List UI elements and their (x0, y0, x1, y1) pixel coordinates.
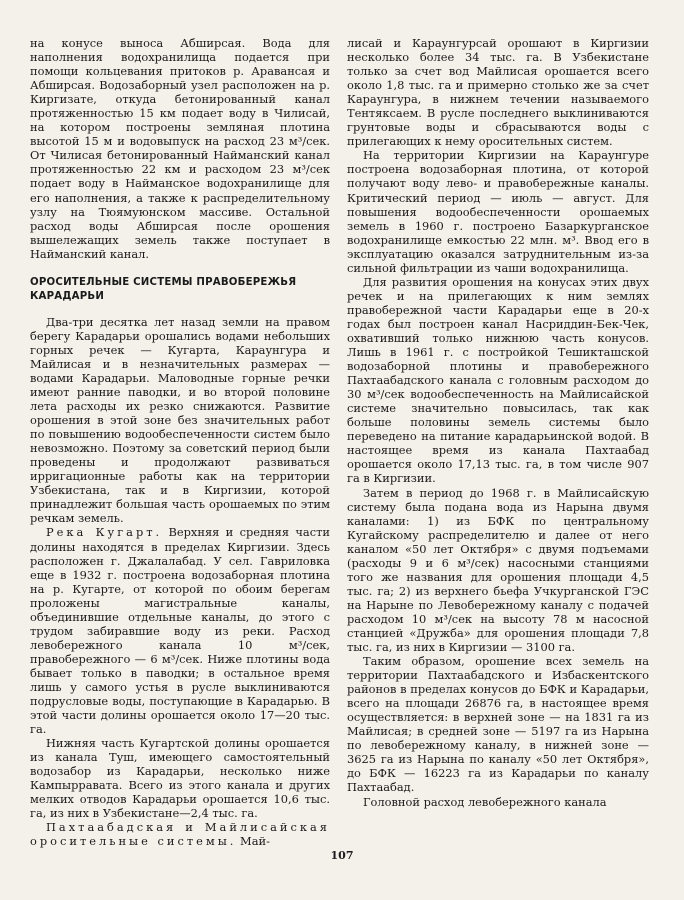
section-heading: ОРОСИТЕЛЬНЫЕ СИСТЕМЫ ПРАВОБЕРЕЖЬЯ КАРАДАРЬИ (30, 276, 297, 302)
kugart-lead: Река Кугарт. (46, 525, 163, 540)
left-paragraph-3 (30, 525, 330, 736)
left-column (30, 36, 330, 849)
left-paragraph-2: Два-три десятка лет назад земли на правом берегу Карадарьи орошались водами небольших горных речек — Кугарта, Караунгура и Майлисая и в незначительных размерах — водами Карадарьи. Маловодные горные речки имеют ранние паводки, и во второй половине лета расходы их резко снижаются. Развитие орошения в этой зоне без значительных работ по повышению водообеспеченности систем было невозможно. Поэтому за советский период были проведены и продолжают развиваться ирригационные работы как на территории Узбекистана, так и в Киргизии, которой принадлежит большая часть орошаемых по этим речкам земель. (30, 314, 330, 526)
right-column (347, 36, 649, 809)
left-paragraph-1: на конусе выноса Абширсая. Вода для наполнения водохранилища подается при помощи кольцевания притоков р. Аравансая и Абширсая. Водозаборный узел расположен на р. Киргизате, откуда бетонированный канал протяженностью 15 км подает воду в Чилисай, на котором построены земляная плотина высотой 15 м и водовыпуск на расход 23 м³/сек. От Чилисая бетонированный Найманский канал протяженностью 22 км и расходом 23 м³/сек подает воду в Найманское водохранилище для его наполнения, а также к распределительному узлу на Тюямуюнском массиве. Остальной расход воды Абширсая после орошения вышележащих земель также поступает в Найманский канал. (30, 36, 330, 261)
right-paragraph-3: Для развития орошения на конусах этих двух речек и на прилегающих к ним землях правобережной части Карадарьи еще в 20-х годах был построен канал Насриддин-Бек-Чек, охвативший только нижнюю часть конусов. Лишь в 1961 г. с постройкой Тешикташской водозаборной плотины и правобережного Пахтаабадского канала с головным расходом до 30 м³/сек водообеспеченность на Майлисайской системе значительно повысилась, так как больше половины земель системы было переведено на питание карадарьинской водой. В настоящее время из канала Пахтаабад орошается около 17,13 тыс. га, в том числе 907 га в Киргизии. (347, 274, 649, 486)
right-paragraph-5: Таким образом, орошение всех земель на территории Пахтаабадского и Избаскентского районов в пределах конусов до БФК и Карадарьи, всего на площади 26876 га, в настоящее время осуществляется: в верхней зоне — на 1831 га из Майлисая; в средней зоне — 5197 га из Нарына по левобережному каналу, в нижней зоне — 3625 га из Нарына по каналу «50 лет Октября», до БФК — 16223 га из Карадарьи по каналу Пахтаабад. (347, 654, 649, 795)
systems-lead: Пахтаабадская и Майлисайская оросительные системы. (30, 820, 330, 849)
page-number: 107 (330, 849, 354, 862)
kugart-text: Верхняя и средняя части долины находятся в пределах Киргизии. Здесь расположен г. Джалалабад. У сел. Гавриловка еще в 1932 г. построена водозаборная плотина на р. Кугарте, от которой по обоим берегам проложены магистральные каналы, объединившие отдельные каналы, до этого с трудом забиравшие воду из реки. Расход левобережного канала 10 м³/сек, правобережного — 6 м³/сек. Ниже плотины вода бывает только в паводки; в остальное время лишь у самого устья в русле выклиниваются подрусловые воды, поступающие в Карадарью. В этой части долины орошается около 17—20 тыс. га. (30, 525, 330, 737)
systems-text: Май- (236, 834, 270, 849)
right-paragraph-6: Головной расход левобережного канала (363, 794, 607, 809)
right-paragraph-2: На территории Киргизии на Караунгуре построена водозаборная плотина, от которой получают воду лево- и правобережные каналы. Критический период — июль — август. Для повышения водообеспеченности орошаемых земель в 1960 г. построено Базаркурганское водохранилище емкостью 22 млн. м³. Ввод его в эксплуатацию оказался затруднительным из-за сильной фильтрации из чаши водохранилища. (347, 148, 649, 275)
right-paragraph-1: лисай и Караунгурсай орошают в Киргизии несколько более 34 тыс. га. В Узбекистане только за счет вод Майлисая орошается всего около 1,8 тыс. га и примерно столько же за счет Караунгура, в нижнем течении называемого Тентяксаем. В русле последнего выклиниваются грунтовые воды и сбрасываются воды с прилегающих к нему оросительных систем. (347, 36, 649, 149)
left-paragraph-5 (30, 820, 330, 848)
left-paragraph-4: Нижняя часть Кугартской долины орошается из канала Туш, имеющего самостоятельный водозабор из Карадарьи, несколько ниже Кампырравата. Всего из этого канала и других мелких отводов Карадарьи орошается 10,6 тыс. га, из них в Узбекистане—2,4 тыс. га. (30, 736, 330, 821)
right-paragraph-4: Затем в период до 1968 г. в Майлисайскую систему была подана вода из Нарына двумя каналами: 1) из БФК по центральному Кугайскому распределителю и далее от него каналом «50 лет Октября» с двумя подъемами (расходы 9 и 6 м³/сек) насосными станциями того же названия для орошения площади 4,5 тыс. га; 2) из верхнего бьефа Учкурганской ГЭС на Нарыне по Левобережному каналу с подачей расходом 10 м³/сек на высоту 78 м насосной станцией «Дружба» для орошения площади 7,8 тыс. га, из них в Киргизии — 3100 га. (347, 485, 649, 655)
